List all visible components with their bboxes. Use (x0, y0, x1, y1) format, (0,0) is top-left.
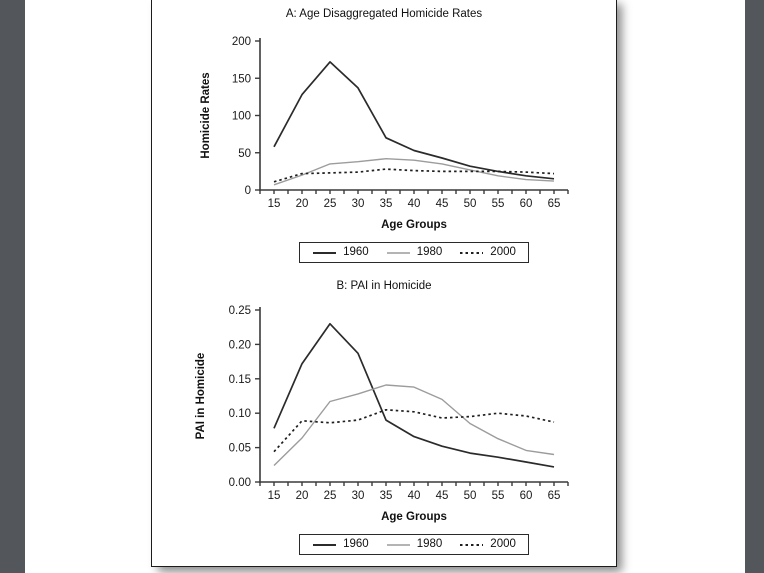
viewer-background-left (0, 0, 25, 573)
legend-label-1980: 1980 (416, 538, 443, 550)
y-tick-label: 0.20 (228, 339, 251, 352)
y-tick-label: 0.05 (228, 442, 251, 455)
chart-b-legend-row (152, 534, 616, 555)
viewer-background-right (745, 0, 764, 573)
chart-b-legend (299, 534, 529, 555)
y-axis-label: PAI in Homicide (195, 352, 207, 440)
x-tick-label: 15 (267, 490, 281, 502)
chart-panel-b (152, 263, 616, 555)
series-line-2000 (274, 169, 554, 182)
figure-frame (151, 0, 617, 567)
series-line-2000 (274, 410, 554, 452)
legend-line-sample-1980 (386, 541, 411, 549)
x-tick-label: 15 (267, 198, 281, 210)
x-tick-label: 55 (491, 490, 505, 502)
chart-a-plot (152, 22, 616, 234)
x-tick-label: 35 (379, 490, 393, 502)
legend-label-1960: 1960 (343, 246, 369, 258)
chart-a-legend (299, 242, 529, 263)
x-tick-label: 30 (351, 198, 365, 210)
y-tick-label: 100 (231, 110, 251, 123)
legend-line-sample-1960 (312, 541, 337, 549)
chart-b-plot (152, 294, 616, 526)
x-tick-label: 50 (463, 490, 477, 502)
chart-a-legend-row (152, 242, 616, 263)
y-tick-label: 200 (231, 36, 251, 48)
x-tick-label: 40 (407, 490, 421, 502)
y-tick-label: 150 (231, 73, 251, 86)
y-tick-label: 0.10 (228, 408, 251, 421)
legend-line-sample-2000 (459, 541, 484, 549)
chart-a-title: A: Age Disaggregated Homicide Rates (285, 8, 483, 20)
y-tick-label: 0.00 (228, 477, 251, 489)
x-tick-label: 65 (547, 490, 561, 502)
x-tick-label: 20 (295, 198, 309, 210)
x-tick-label: 25 (323, 490, 337, 502)
x-tick-label: 65 (547, 198, 561, 210)
y-tick-label: 0 (244, 185, 251, 197)
x-tick-label: 45 (435, 198, 449, 210)
x-axis-label: Age Groups (381, 219, 447, 231)
legend-item-2000 (459, 538, 516, 551)
x-tick-label: 25 (323, 198, 337, 210)
x-tick-label: 20 (295, 490, 309, 502)
legend-item-1960 (312, 538, 369, 551)
document-page (25, 0, 745, 573)
x-tick-label: 60 (519, 198, 533, 210)
y-tick-label: 0.25 (228, 305, 251, 317)
x-tick-label: 60 (519, 490, 533, 502)
legend-line-sample-1980 (386, 249, 411, 257)
x-tick-label: 50 (463, 198, 477, 210)
legend-item-1980 (386, 246, 443, 259)
series-line-1980 (274, 159, 554, 185)
y-tick-label: 0.15 (228, 373, 251, 386)
series-line-1960 (274, 62, 554, 179)
y-axis-label: Homicide Rates (200, 72, 212, 159)
x-tick-label: 40 (407, 198, 421, 210)
x-tick-label: 45 (435, 490, 449, 502)
legend-label-2000: 2000 (490, 246, 516, 258)
legend-item-1980 (386, 538, 443, 551)
series-line-1960 (274, 324, 554, 467)
legend-label-2000: 2000 (490, 538, 516, 550)
chart-b-title: B: PAI in Homicide (336, 280, 432, 292)
x-tick-label: 35 (379, 198, 393, 210)
x-axis-label: Age Groups (381, 511, 447, 523)
y-tick-label: 50 (238, 147, 251, 160)
x-tick-label: 30 (351, 490, 365, 502)
axes (255, 307, 568, 486)
series-line-1980 (274, 385, 554, 466)
legend-line-sample-1960 (312, 249, 337, 257)
legend-item-1960 (312, 246, 369, 259)
chart-panel-a (152, 0, 616, 263)
legend-line-sample-2000 (459, 249, 484, 257)
legend-label-1960: 1960 (343, 538, 369, 550)
legend-label-1980: 1980 (416, 246, 443, 258)
x-tick-label: 55 (491, 198, 505, 210)
legend-item-2000 (459, 246, 516, 259)
